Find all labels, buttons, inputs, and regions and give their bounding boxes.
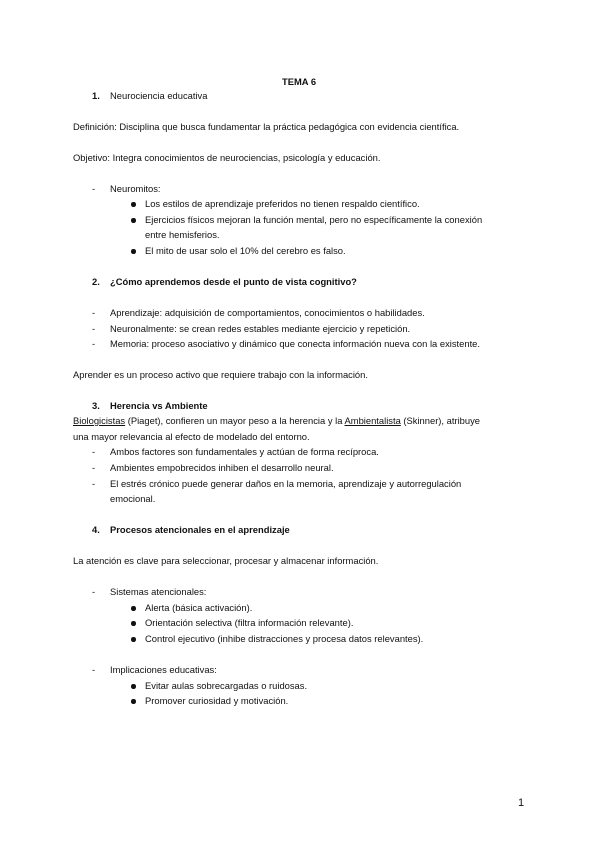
bullet-dot	[131, 218, 136, 223]
neuromito-item: El mito de usar solo el 10% del cerebro es falso.	[145, 245, 346, 256]
bullet-dot	[131, 684, 136, 689]
dash-marker: -	[92, 183, 96, 194]
neuromito-item-continued: entre hemisferios.	[145, 229, 220, 240]
heredity-item: Ambientes empobrecidos inhiben el desarrollo neural.	[110, 462, 334, 473]
ambientalista-term: Ambientalista	[344, 415, 401, 426]
bullet-dot	[131, 202, 136, 207]
attention-intro: La atención es clave para seleccionar, procesar y almacenar información.	[73, 555, 379, 566]
bullet-dot	[131, 699, 136, 704]
section-1-heading: Neurociencia educativa	[110, 90, 208, 101]
section-1-number: 1.	[92, 90, 100, 101]
section-4-number: 4.	[92, 524, 100, 535]
sistemas-label: Sistemas atencionales:	[110, 586, 207, 597]
neuromito-item: Los estilos de aprendizaje preferidos no tienen respaldo científico.	[145, 198, 420, 209]
text-span: (Skinner), atribuye	[400, 415, 480, 426]
implicacion-item: Evitar aulas sobrecargadas o ruidosas.	[145, 680, 308, 691]
dash-marker: -	[92, 338, 96, 349]
dash-marker: -	[92, 664, 96, 675]
bullet-dot	[131, 249, 136, 254]
neuromitos-label: Neuromitos:	[110, 183, 161, 194]
section-3-number: 3.	[92, 400, 100, 411]
dash-marker: -	[92, 586, 96, 597]
neuromito-item: Ejercicios físicos mejoran la función mental, pero no específicamente la conexión	[145, 214, 483, 225]
section-2-number: 2.	[92, 276, 100, 287]
heredity-item-continued: emocional.	[110, 493, 156, 504]
bullet-dot	[131, 637, 136, 642]
heredity-item: El estrés crónico puede generar daños en la memoria, aprendizaje y autorregulación	[110, 478, 462, 489]
section-3-heading: Herencia vs Ambiente	[110, 400, 208, 411]
heredity-paragraph-line2: una mayor relevancia al efecto de modelado del entorno.	[73, 431, 310, 442]
section-4-heading: Procesos atencionales en el aprendizaje	[110, 524, 290, 535]
section-2-heading: ¿Cómo aprendemos desde el punto de vista cognitivo?	[110, 276, 357, 287]
cognitive-item: Neuronalmente: se crean redes estables mediante ejercicio y repetición.	[110, 323, 411, 334]
dash-marker: -	[92, 307, 96, 318]
dash-marker: -	[92, 478, 96, 489]
sistema-item: Control ejecutivo (inhibe distracciones y procesa datos relevantes).	[145, 633, 424, 644]
text-span: (Piaget), confieren un mayor peso a la herencia y la	[125, 415, 345, 426]
bullet-dot	[131, 621, 136, 626]
cognitive-item: Aprendizaje: adquisición de comportamientos, conocimientos o habilidades.	[110, 307, 425, 318]
dash-marker: -	[92, 323, 96, 334]
objective-text: Objetivo: Integra conocimientos de neurociencias, psicología y educación.	[73, 152, 381, 163]
heredity-paragraph-line1	[73, 415, 480, 427]
dash-marker: -	[92, 446, 96, 457]
page-title: TEMA 6	[282, 76, 317, 87]
definition-text: Definición: Disciplina que busca fundamentar la práctica pedagógica con evidencia científica.	[73, 121, 460, 132]
page-number: 1	[518, 797, 525, 809]
sistema-item: Orientación selectiva (filtra información relevante).	[145, 617, 354, 628]
closing-text: Aprender es un proceso activo que requiere trabajo con la información.	[73, 369, 368, 380]
biologicistas-term: Biologicistas	[73, 415, 126, 426]
sistema-item: Alerta (básica activación).	[145, 602, 253, 613]
heredity-item: Ambos factores son fundamentales y actúan de forma recíproca.	[110, 446, 379, 457]
implicaciones-label: Implicaciones educativas:	[110, 664, 217, 675]
cognitive-item: Memoria: proceso asociativo y dinámico que conecta información nueva con la existente.	[110, 338, 480, 349]
dash-marker: -	[92, 462, 96, 473]
bullet-dot	[131, 606, 136, 611]
implicacion-item: Promover curiosidad y motivación.	[145, 695, 289, 706]
